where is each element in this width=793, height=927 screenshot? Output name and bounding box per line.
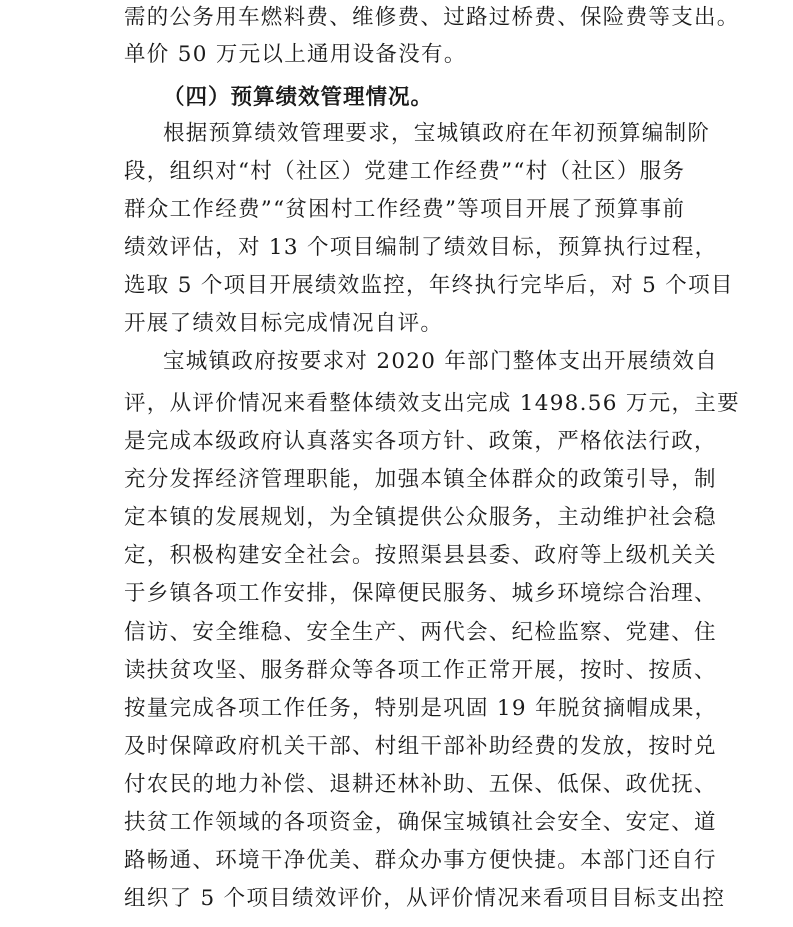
paragraph-2-line-9: 读扶贫攻坚、服务群众等各项工作正常开展，按时、按质、 [124,658,717,683]
paragraph-2-line-7: 于乡镇各项工作安排，保障便民服务、城乡环境综合治理、 [124,581,717,606]
paragraph-1-line-4: 绩效评估，对 13 个项目编制了绩效目标，预算执行过程， [124,235,718,260]
paragraph-2-line-6: 定，积极构建安全社会。按照渠县县委、政府等上级机关关 [124,543,717,568]
body-line-2: 单价 50 万元以上通用设备没有。 [124,42,467,67]
paragraph-2-line-4: 充分发挥经济管理职能，加强本镇全体群众的政策引导，制 [124,467,717,492]
section-heading: （四）预算绩效管理情况。 [163,85,434,110]
paragraph-1-line-6: 开展了绩效目标完成情况自评。 [124,311,444,336]
paragraph-1-line-1: 根据预算绩效管理要求，宝城镇政府在年初预算编制阶 [163,121,711,146]
paragraph-2-line-14: 路畅通、环境干净优美、群众办事方便快捷。本部门还自行 [124,848,717,873]
paragraph-2-line-8: 信访、安全维稳、安全生产、两代会、纪检监察、党建、住 [124,620,717,645]
paragraph-2-line-5: 定本镇的发展规划，为全镇提供公众服务，主动维护社会稳 [124,505,717,530]
paragraph-1-line-5: 选取 5 个项目开展绩效监控，年终执行完毕后，对 5 个项目 [124,273,734,298]
paragraph-2-line-1: 宝城镇政府按要求对 2020 年部门整体支出开展绩效自 [163,349,718,374]
paragraph-2-line-15: 组织了 5 个项目绩效评价，从评价情况来看项目目标支出控 [124,886,726,911]
paragraph-2-line-11: 及时保障政府机关干部、村组干部补助经费的发放，按时兑 [124,734,717,759]
paragraph-2-line-13: 扶贫工作领域的各项资金，确保宝城镇社会安全、安定、道 [124,810,717,835]
paragraph-2-line-10: 按量完成各项工作任务，特别是巩固 19 年脱贫摘帽成果， [124,696,718,721]
paragraph-1-line-2: 段，组织对“村（社区）党建工作经费”“村（社区）服务 [124,159,686,184]
body-line-1: 需的公务用车燃料费、维修费、过路过桥费、保险费等支出。 [124,5,740,30]
paragraph-1-line-3: 群众工作经费”“贫困村工作经费”等项目开展了预算事前 [124,197,686,222]
paragraph-2-line-2: 评，从评价情况来看整体绩效支出完成 1498.56 万元，主要 [124,391,740,416]
paragraph-2-line-3: 是完成本级政府认真落实各项方针、政策，严格依法行政， [124,429,717,454]
paragraph-2-line-12: 付农民的地力补偿、退耕还林补助、五保、低保、政优抚、 [124,772,717,797]
